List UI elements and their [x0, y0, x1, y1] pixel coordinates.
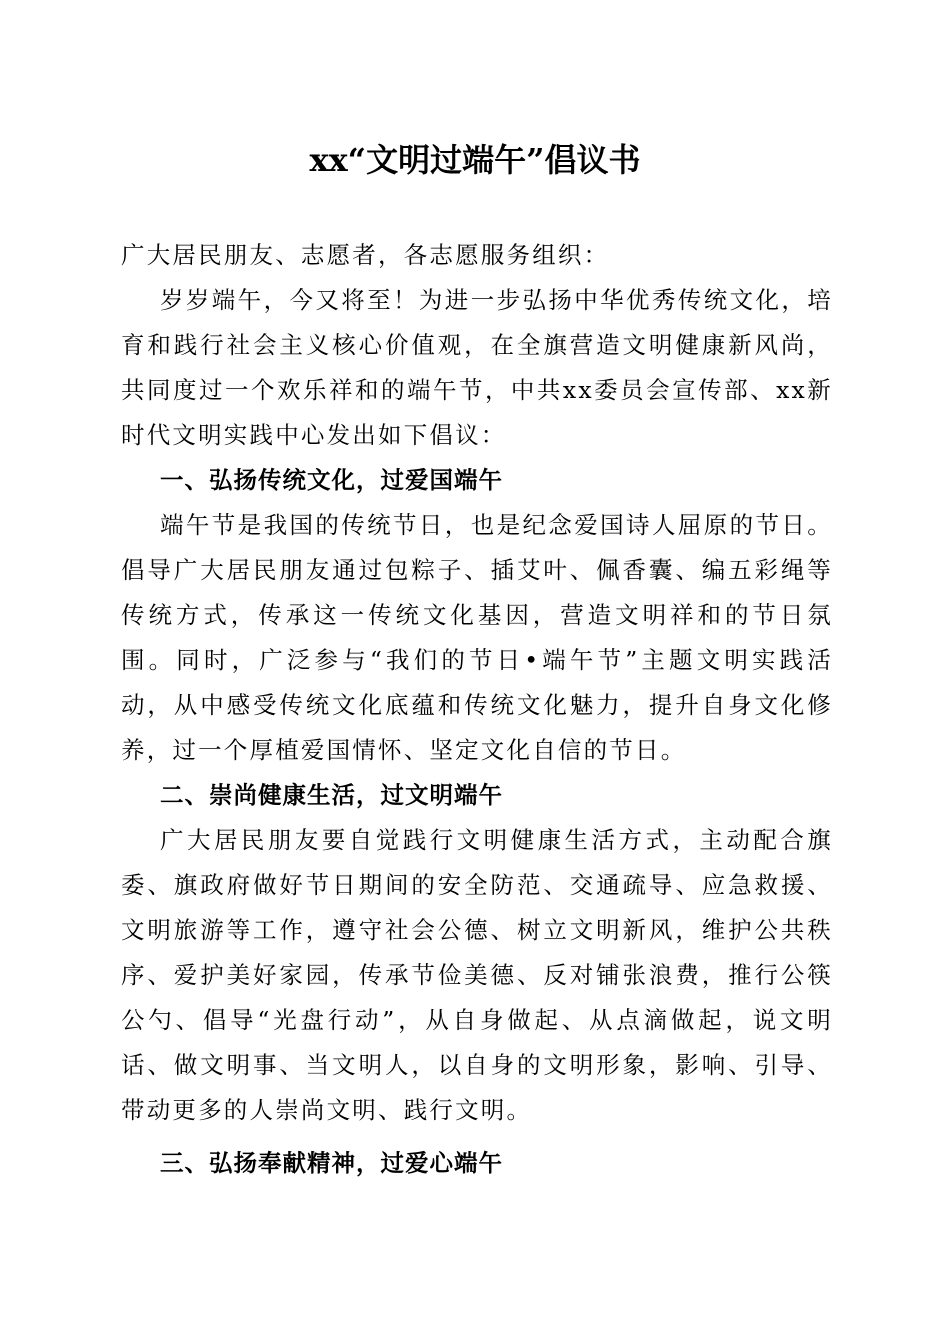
document-body — [121, 233, 833, 1186]
intro-paragraph: 岁岁端午，今又将至！为进一步弘扬中华优秀传统文化，培育和践行社会主义核心价值观，在全旗营造文明健康新风尚，共同度过一个欢乐祥和的端午节，中共xx委员会宣传部、xx新时代文明实践中心发出如下倡议： — [121, 286, 833, 449]
section-heading-3: 三、弘扬奉献精神，过爱心端午 — [160, 1149, 503, 1177]
salutation: 广大居民朋友、志愿者，各志愿服务组织： — [121, 241, 610, 269]
section-heading-2: 二、崇尚健康生活，过文明端午 — [160, 781, 503, 809]
section-heading-1: 一、弘扬传统文化，过爱国端午 — [160, 466, 503, 494]
section-body-1: 端午节是我国的传统节日，也是纪念爱国诗人屈原的节日。倡导广大居民朋友通过包粽子、插艾叶、佩香囊、编五彩绳等传统方式，传承这一传统文化基因，营造文明祥和的节日氛围。同时，广泛参与“我们的节日•端午节”主题文明实践活动，从中感受传统文化底蕴和传统文化魅力，提升自身文化修养，过一个厚植爱国情怀、坚定文化自信的节日。 — [121, 511, 833, 764]
section-body-2: 广大居民朋友要自觉践行文明健康生活方式，主动配合旗委、旗政府做好节日期间的安全防范、交通疏导、应急救援、文明旅游等工作，遵守社会公德、树立文明新风，维护公共秩序、爱护美好家园，传承节俭美德、反对铺张浪费，推行公筷公勺、倡导“光盘行动”，从自身做起、从点滴做起，说文明话、做文明事、当文明人，以自身的文明形象，影响、引导、带动更多的人崇尚文明、践行文明。 — [121, 826, 833, 1124]
document-title: xx“文明过端午”倡议书 — [309, 141, 641, 179]
